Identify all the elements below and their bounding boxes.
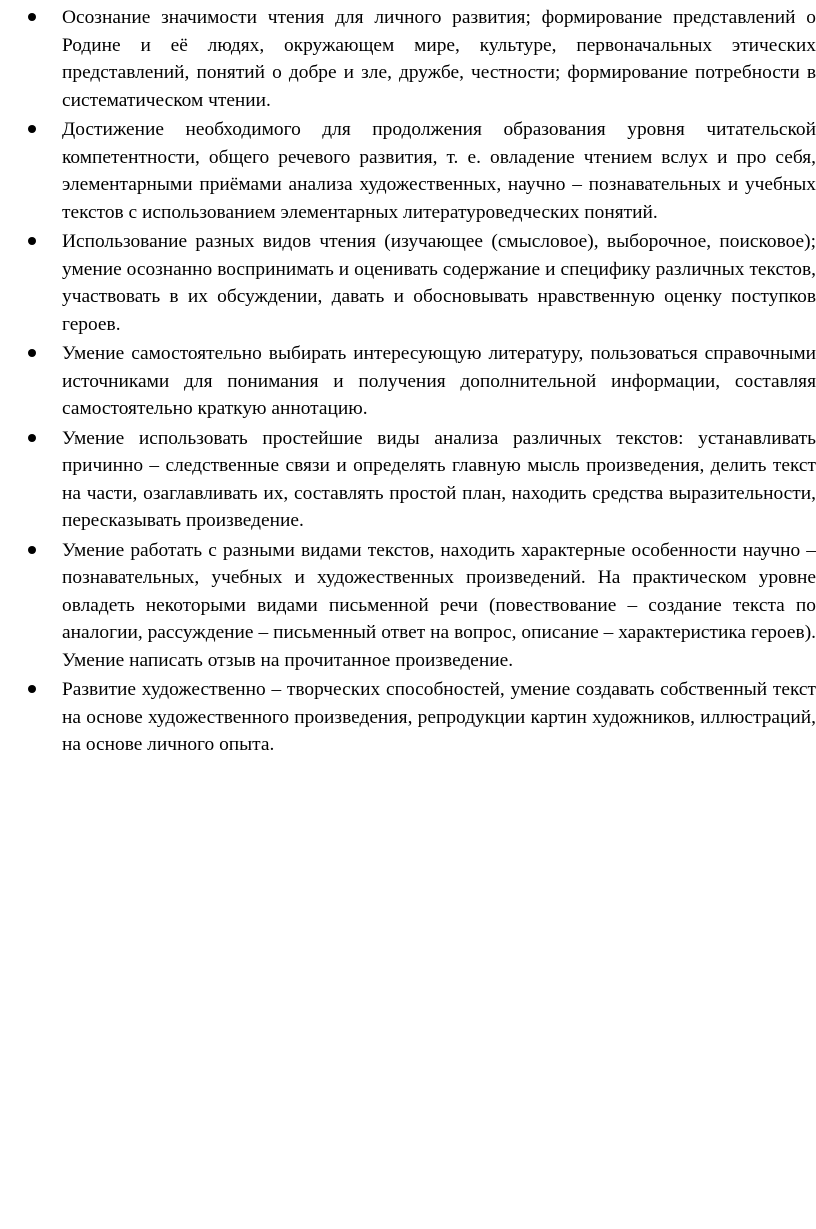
list-item-text: Развитие художественно – творческих способностей, умение создавать собственный текст на основе художественного произведения, репродукции картин художников, иллюстраций, на основе личного опыта. xyxy=(62,679,816,755)
list-item xyxy=(62,340,816,423)
list-item xyxy=(62,228,816,338)
bullet-list xyxy=(62,4,816,761)
bullet-icon xyxy=(28,685,36,693)
list-item xyxy=(62,4,816,114)
list-item xyxy=(62,425,816,535)
list-item-text: Умение работать с разными видами текстов, находить характерные особенности научно – познавательных, учебных и художественных произведений. На практическом уровне овладеть некоторыми видами письменной речи (повествование – создание текста по аналогии, рассуждение – письменный ответ на вопрос, описание – характеристика героев). Умение написать отзыв на прочитанное произведение. xyxy=(62,539,816,671)
list-item-text: Умение самостоятельно выбирать интересующую литературу, пользоваться справочными источниками для понимания и получения дополнительной информации, составляя самостоятельно краткую аннотацию. xyxy=(62,343,816,419)
list-item xyxy=(62,676,816,759)
bullet-icon xyxy=(28,125,36,133)
bullet-icon xyxy=(28,13,36,21)
list-item xyxy=(62,116,816,226)
bullet-icon xyxy=(28,237,36,245)
list-item-text: Осознание значимости чтения для личного развития; формирование представлений о Родине и её людях, окружающем мире, культуре, первоначальных этических представлений, понятий о добре и зле, дружбе, честности; формирование потребности в систематическом чтении. xyxy=(62,7,816,111)
bullet-icon xyxy=(28,349,36,357)
list-item-text: Использование разных видов чтения (изучающее (смысловое), выборочное, поисковое); умение осознанно воспринимать и оценивать содержание и специфику различных текстов, участвовать в их обсуждении, давать и обосновывать нравственную оценку поступков героев. xyxy=(62,231,816,335)
list-item-text: Достижение необходимого для продолжения образования уровня читательской компетентности, общего речевого развития, т. е. овладение чтением вслух и про себя, элементарными приёмами анализа художественных, научно – познавательных и учебных текстов с использованием элементарных литературоведческих понятий. xyxy=(62,119,816,223)
bullet-icon xyxy=(28,434,36,442)
list-item-text: Умение использовать простейшие виды анализа различных текстов: устанавливать причинно – следственные связи и определять главную мысль произведения, делить текст на части, озаглавливать их, составлять простой план, находить средства выразительности, пересказывать произведение. xyxy=(62,427,816,531)
list-item xyxy=(62,537,816,675)
bullet-icon xyxy=(28,546,36,554)
